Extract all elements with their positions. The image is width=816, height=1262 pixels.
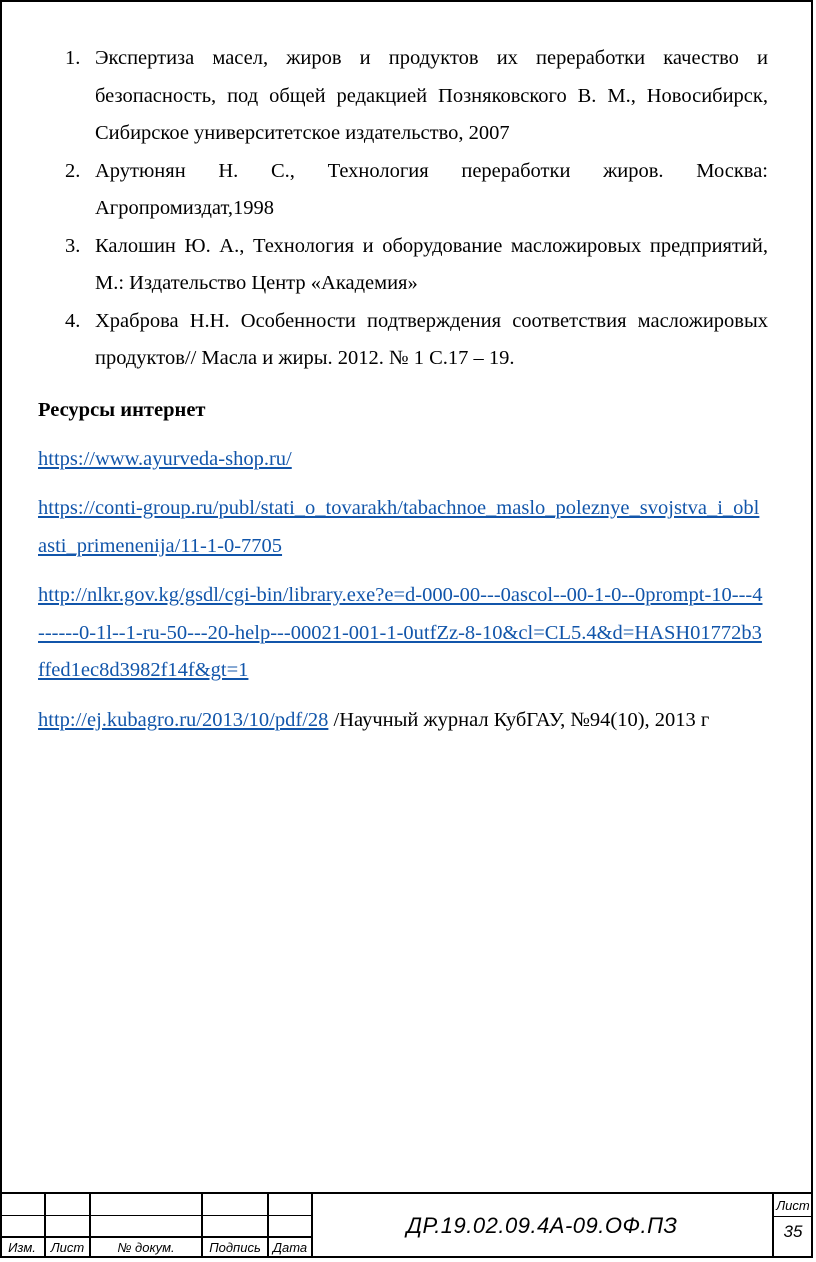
date-label: Дата: [272, 1240, 308, 1255]
resource-entry: [38, 490, 768, 565]
stamp-row-line: [772, 1216, 813, 1217]
resource-link[interactable]: http://ej.kubagro.ru/2013/10/pdf/28: [38, 708, 329, 731]
stamp-row-line: [0, 1236, 311, 1238]
resource-entry: [38, 702, 768, 740]
reference-item: [38, 303, 768, 378]
resource-entry: [38, 577, 768, 690]
reference-text: Храброва Н.Н. Особенности подтверждения соответствия масложировых продуктов// Масла и жиры. 2012. № 1 С.17 – 19.: [95, 309, 768, 369]
sheet-label: Лист: [776, 1198, 810, 1213]
doc-number-label: № докум.: [117, 1240, 175, 1255]
title-block: [0, 1192, 813, 1258]
reference-number: 1.: [65, 47, 81, 69]
reference-item: [38, 40, 768, 153]
reference-number: 4.: [65, 309, 81, 332]
list-label: Лист: [50, 1240, 85, 1255]
signature-label: Подпись: [209, 1240, 261, 1255]
reference-list: [38, 40, 768, 378]
resource-note: /Научный журнал КубГАУ, №94(10), 2013 г: [328, 708, 710, 731]
reference-item: [38, 228, 768, 303]
resource-link[interactable]: http://nlkr.gov.kg/gsdl/cgi-bin/library.exe?e=d-000-00---0ascol--00-1-0--0prompt-10---4------0-1l--1-ru-50---20-help---00021-001-1-0utfZz-8-10&cl=CL5.4&d=HASH01772b3ffed1ec8d3982f14f&gt=1: [38, 584, 763, 681]
resource-link[interactable]: https://conti-group.ru/publ/stati_o_tovarakh/tabachnoe_maslo_poleznye_svojstva_i_oblasti_primenenija/11-1-0-7705: [38, 497, 760, 557]
resource-link[interactable]: https://www.ayurveda-shop.ru/: [38, 447, 292, 470]
reference-number: 3.: [65, 234, 81, 257]
stamp-row-line: [0, 1215, 311, 1216]
resources-heading: Ресурсы интернет: [38, 398, 206, 421]
reference-number: 2.: [65, 159, 81, 182]
reference-text: Калошин Ю. А., Технология и оборудование масложировых предприятий, М.: Издательство Центр «Академия»: [95, 234, 768, 294]
sheet-number: 35: [783, 1222, 803, 1241]
document-code: ДР.19.02.09.4А-09.ОФ.ПЗ: [406, 1213, 678, 1238]
reference-text: Экспертиза масел, жиров и продуктов их переработки качество и безопасность, под общей редакцией Позняковского В. М., Новосибирск, Сибирское университетское издательство, 2007: [95, 47, 768, 144]
reference-text: Арутюнян Н. С., Технология переработки жиров. Москва: Агропромиздат,1998: [95, 159, 768, 219]
izm-label: Изм.: [8, 1240, 36, 1255]
resource-entry: [38, 441, 768, 479]
document-body: [38, 40, 768, 739]
reference-item: [38, 153, 768, 228]
